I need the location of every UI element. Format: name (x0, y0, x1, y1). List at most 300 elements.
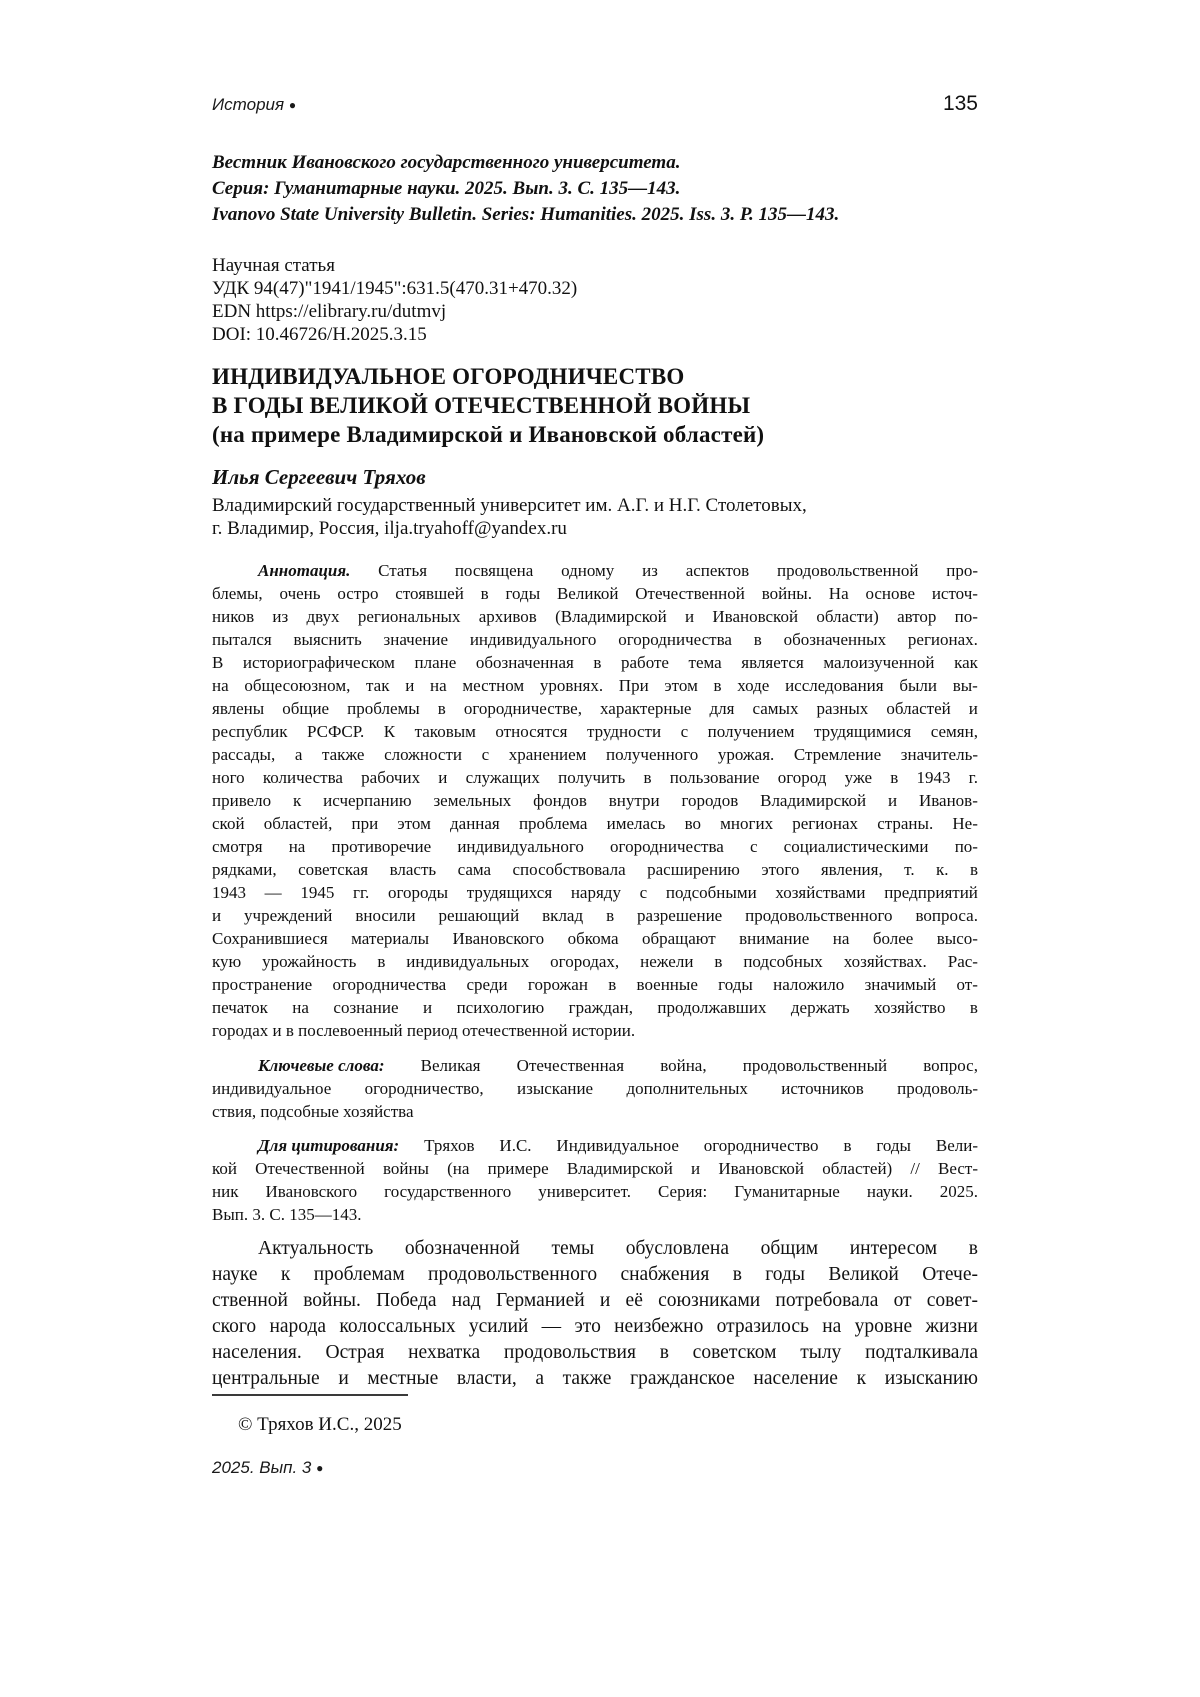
word: к (293, 791, 302, 810)
citation-paragraph (212, 1134, 978, 1226)
word: подсобными (665, 883, 757, 902)
paragraph-label: Аннотация. (258, 561, 351, 580)
word: блемы, (212, 584, 263, 603)
word: также (321, 745, 365, 764)
word: в (643, 768, 652, 787)
word: в (713, 676, 722, 695)
word: продовольствия (503, 1342, 636, 1363)
word: науке (212, 1264, 258, 1285)
word: к (856, 1368, 867, 1389)
word: регионах. (907, 630, 978, 649)
word: неизбежно (614, 1316, 704, 1337)
word: получением (707, 722, 795, 741)
word: от (893, 1290, 912, 1311)
word: автор (897, 607, 937, 626)
word: на (822, 1316, 842, 1337)
word: это (574, 1316, 601, 1337)
word: в (659, 1342, 669, 1363)
word: годы (718, 975, 753, 994)
word: войны. (761, 584, 812, 603)
word: продовольственный (742, 1056, 888, 1075)
word: учреждений (244, 906, 333, 925)
word: данная (450, 814, 500, 833)
word: К (383, 722, 396, 741)
word: государственного (384, 1182, 512, 1201)
word: в (968, 1238, 978, 1259)
word: подсобных (743, 952, 823, 971)
word: В (212, 653, 224, 672)
word: Владимирской (566, 1159, 673, 1178)
word: хозяйствах. (843, 952, 927, 971)
word: по- (954, 607, 978, 626)
word: войны (382, 1159, 429, 1178)
word: страны. (877, 814, 934, 833)
text-line: УДК 94(47)"1941/1945":631.5(470.31+470.32) (212, 278, 578, 299)
word: огород (777, 768, 827, 787)
word: к (280, 1264, 291, 1285)
word: изыскание (517, 1079, 594, 1098)
word: кую (212, 952, 242, 971)
word: примере (487, 1159, 549, 1178)
word: противоречие (331, 837, 432, 856)
header-bullet-icon: ● (288, 98, 297, 112)
word: гг. (353, 883, 370, 902)
word: продолжавших (657, 998, 767, 1017)
text-line (212, 996, 978, 1019)
word: На (828, 584, 849, 603)
word: и (212, 906, 222, 925)
word: областей, (263, 814, 333, 833)
word: Сохранившиеся (212, 929, 328, 948)
word: держать (790, 998, 850, 1017)
word: в (843, 1136, 852, 1155)
word: ходе (737, 676, 770, 695)
word: Вели- (935, 1136, 978, 1155)
word: тема (688, 653, 722, 672)
word: от- (956, 975, 978, 994)
word: рассады, (212, 745, 276, 764)
running-footer (212, 1458, 978, 1478)
word: обозначенных (783, 630, 887, 649)
text-line (212, 789, 978, 812)
word: сложности (384, 745, 463, 764)
word: обкома (567, 929, 619, 948)
word: является (741, 653, 804, 672)
word: среди (466, 975, 508, 994)
word: пытался (212, 630, 272, 649)
word: в (593, 653, 602, 672)
word: предприятий (884, 883, 978, 902)
text-line (212, 1340, 978, 1366)
word: историографическом (242, 653, 395, 672)
text-line (212, 1236, 978, 1262)
word: 2025. (939, 1182, 978, 1201)
word: как (954, 653, 978, 672)
word: продовольственного (428, 1264, 598, 1285)
word: совет- (926, 1290, 978, 1311)
word: дополнительных (626, 1079, 748, 1098)
abstract-paragraph (212, 559, 978, 1042)
word: ственной (212, 1290, 288, 1311)
word: индивидуальных (406, 952, 530, 971)
footer-issue-label: 2025. Вып. 3 (212, 1458, 312, 1477)
word: И.С. (499, 1136, 532, 1155)
text-line (212, 1180, 978, 1203)
word: подталкивала (865, 1342, 978, 1363)
word: Отечественной (255, 1159, 365, 1178)
footnote-divider (212, 1394, 408, 1396)
word: более (872, 929, 914, 948)
word: получить (558, 768, 626, 787)
body-paragraph (212, 1236, 978, 1392)
word: университет. (538, 1182, 631, 1201)
text-line (212, 582, 978, 605)
word: в (753, 630, 762, 649)
word: основе (865, 584, 915, 603)
word: с (680, 722, 689, 741)
word: в (732, 1264, 742, 1285)
word: советская (298, 860, 369, 879)
word: в (437, 699, 446, 718)
word: уровнях. (539, 676, 604, 695)
word: психологию (456, 998, 545, 1017)
word: горожан (527, 975, 588, 994)
word: на (832, 929, 850, 948)
word: гражданское (630, 1368, 735, 1389)
word: печаток (212, 998, 268, 1017)
word: социалистическими (783, 837, 929, 856)
word: рабочих (361, 768, 421, 787)
word: этого (761, 860, 800, 879)
word: смотря (212, 837, 263, 856)
word: в (890, 768, 899, 787)
article-meta (212, 254, 978, 346)
word: плане (414, 653, 457, 672)
word: Великой (556, 584, 619, 603)
word: источников (781, 1079, 864, 1098)
word: — (541, 1316, 562, 1337)
word: Великая (420, 1056, 481, 1075)
word: ник (212, 1182, 239, 1201)
word: служащих (465, 768, 540, 787)
word: к. (936, 860, 949, 879)
text-line (212, 1077, 978, 1100)
word: общим (760, 1238, 819, 1259)
word: населения. (212, 1342, 302, 1363)
text-line (212, 858, 978, 881)
text-line: г. Владимир, Россия, ilja.tryahoff@yandex.ru (212, 518, 567, 539)
word: значимый (864, 975, 937, 994)
word: Серия: (657, 1182, 708, 1201)
word: проблемам (313, 1264, 405, 1285)
word: огородничества (332, 975, 447, 994)
word: огородничестве, (463, 699, 582, 718)
word: из (272, 607, 289, 626)
word: местном (462, 676, 525, 695)
word: годы (876, 1136, 911, 1155)
word: разных (816, 699, 869, 718)
word: огородничество, (364, 1079, 484, 1098)
word: Ивановской (712, 607, 799, 626)
word: уже (844, 768, 873, 787)
word: во (684, 814, 701, 833)
word: исчерпанию (323, 791, 412, 810)
word: остро (337, 584, 379, 603)
word: хозяйство (874, 998, 946, 1017)
text-line (212, 1288, 978, 1314)
word: Отечественная (516, 1056, 625, 1075)
word: Не- (952, 814, 978, 833)
word: общесоюзном, (244, 676, 351, 695)
word: усилий (468, 1316, 529, 1337)
word: и (968, 699, 978, 718)
word: материалы (351, 929, 430, 948)
word: про- (946, 561, 978, 580)
word: с (481, 745, 490, 764)
word: Острая (325, 1342, 385, 1363)
word: в (969, 998, 978, 1017)
word: наряду (570, 883, 621, 902)
word: земельных (433, 791, 512, 810)
word: трудящимися (814, 722, 912, 741)
word: работе (621, 653, 669, 672)
text-line (212, 628, 978, 651)
word: сама (457, 860, 492, 879)
word: Актуальность (258, 1238, 374, 1259)
word: войны. (303, 1290, 361, 1311)
word: интересом (849, 1238, 938, 1259)
word: так (366, 676, 390, 695)
word: значение (383, 630, 449, 649)
author-name: Илья Сергеевич Тряхов (212, 465, 426, 489)
word: продоволь- (897, 1079, 978, 1098)
word: власти, (456, 1368, 517, 1389)
word: республик (212, 722, 288, 741)
page-number: 135 (942, 92, 978, 115)
word: характерные (600, 699, 692, 718)
author-affiliation (212, 494, 978, 540)
word: Ивановского (452, 929, 545, 948)
text-line: (на примере Владимирской и Ивановской областей) (212, 422, 765, 447)
text-line (212, 697, 978, 720)
word: Ивановской (718, 1159, 805, 1178)
word: вклад (542, 906, 584, 925)
word: обозначенной (404, 1238, 520, 1259)
word: население (753, 1368, 838, 1389)
text-line (212, 1054, 978, 1077)
text-line (212, 1262, 978, 1288)
word: количества (262, 768, 343, 787)
word: Победа (376, 1290, 437, 1311)
word: с (749, 837, 758, 856)
word: значитель- (900, 745, 978, 764)
word: Отечественной (635, 584, 745, 603)
text-line (212, 720, 978, 743)
word: нехватка (408, 1342, 481, 1363)
text-line: В ГОДЫ ВЕЛИКОЙ ОТЕЧЕСТВЕННОЙ ВОЙНЫ (212, 393, 751, 418)
text-line: Вестник Ивановского государственного университета. (212, 152, 681, 173)
word: явлены (212, 699, 265, 718)
word: (Владимирской (555, 607, 667, 626)
word: науки. (866, 1182, 913, 1201)
word: обозначенная (475, 653, 574, 672)
text-line: EDN https://elibrary.ru/dutmvj (212, 301, 447, 322)
word: народа (269, 1316, 327, 1337)
word: отразилось (716, 1316, 809, 1337)
word: Вест- (938, 1159, 978, 1178)
text-line (212, 1366, 978, 1392)
word: привело (212, 791, 272, 810)
word: этом (664, 676, 698, 695)
word: и (438, 768, 448, 787)
word: уровне (854, 1316, 913, 1337)
word: трудности (586, 722, 662, 741)
word: её (625, 1290, 643, 1311)
word: огородничество (703, 1136, 819, 1155)
word: трудящихся (466, 883, 553, 902)
word: в (608, 975, 617, 994)
text-line (212, 1134, 978, 1157)
text-line (212, 1157, 978, 1180)
word: граждан, (568, 998, 633, 1017)
word: решающий (438, 906, 520, 925)
word: двух (306, 607, 340, 626)
word: а (294, 745, 303, 764)
text-line: Владимирский государственный университет им. А.Г. и Н.Г. Столетовых, (212, 495, 807, 516)
word: Отече- (922, 1264, 978, 1285)
word: урожайность (262, 952, 357, 971)
word: огороды (387, 883, 449, 902)
word: областей) (822, 1159, 893, 1178)
word: хозяйствами (775, 883, 866, 902)
text-line (212, 605, 978, 628)
word: городов (681, 791, 739, 810)
text-line (212, 812, 978, 835)
word: 1945 (300, 883, 335, 902)
word: многих (720, 814, 774, 833)
word: стоявшей (395, 584, 464, 603)
word: в (480, 584, 489, 603)
word: и (685, 607, 695, 626)
text-line (212, 743, 978, 766)
word: жизни (925, 1316, 978, 1337)
word: обращают (641, 929, 716, 948)
word: в (714, 952, 723, 971)
word: советском (692, 1342, 777, 1363)
text-line: ИНДИВИДУАЛЬНОЕ ОГОРОДНИЧЕСТВО (212, 364, 685, 389)
word: на (288, 837, 306, 856)
paragraph-label: Для цитирования: (258, 1136, 400, 1155)
text-line: ствия, подсобные хозяйства (212, 1102, 414, 1121)
text-line: Научная статья (212, 255, 335, 276)
word: Гуманитарные (734, 1182, 840, 1201)
word: в (377, 952, 386, 971)
word: высо- (936, 929, 978, 948)
word: годы (765, 1264, 806, 1285)
word: семян, (930, 722, 978, 741)
word: расширению (647, 860, 740, 879)
word: были (899, 676, 937, 695)
word: ского (212, 1316, 257, 1337)
word: и (887, 791, 898, 810)
word: и (405, 676, 415, 695)
word: малоизученной (823, 653, 935, 672)
word: регионах (792, 814, 859, 833)
word: в (606, 906, 615, 925)
word: относятся (495, 722, 568, 741)
word: нежели (640, 952, 694, 971)
word: фондов (533, 791, 587, 810)
text-line: Вып. 3. С. 135—143. (212, 1205, 362, 1224)
word: выяснить (293, 630, 362, 649)
word: годы (505, 584, 541, 603)
word: ников (212, 607, 255, 626)
word: продовольственной (777, 561, 919, 580)
word: власть (389, 860, 437, 879)
word: // (910, 1159, 920, 1178)
word: посвящена (454, 561, 534, 580)
word: пользование (669, 768, 760, 787)
word: и (338, 1368, 349, 1389)
text-line (212, 651, 978, 674)
text-line: Серия: Гуманитарные науки. 2025. Вып. 3. С. 135—143. (212, 178, 681, 199)
word: источ- (931, 584, 978, 603)
copyright-line: © Тряхов И.С., 2025 (238, 1414, 402, 1435)
word: Тряхов (424, 1136, 475, 1155)
word: хранением (508, 745, 587, 764)
word: проблема (518, 814, 588, 833)
text-line (212, 674, 978, 697)
word: разрешение (637, 906, 723, 925)
section-label: История (212, 95, 285, 114)
word: наложило (773, 975, 845, 994)
word: вносили (355, 906, 416, 925)
word: местные (367, 1368, 439, 1389)
word: кой (212, 1159, 237, 1178)
text-line (212, 881, 978, 904)
word: союзниками (658, 1290, 761, 1311)
word: областей (886, 699, 951, 718)
word: имелась (606, 814, 666, 833)
word: снабжения (620, 1264, 710, 1285)
paragraph-label: Ключевые слова: (258, 1056, 385, 1075)
word: обусловлена (625, 1238, 729, 1259)
word: Германией (495, 1290, 585, 1311)
text-line (212, 927, 978, 950)
word: пространение (212, 975, 313, 994)
word: ного (212, 768, 245, 787)
text-line (212, 973, 978, 996)
word: т. (904, 860, 915, 879)
word: и (599, 1290, 611, 1311)
running-header (212, 92, 978, 116)
text-line (212, 1314, 978, 1340)
text-line: DOI: 10.46726/H.2025.3.15 (212, 324, 427, 345)
word: г. (968, 768, 978, 787)
footer-bullet-icon: ● (316, 1461, 324, 1475)
word: на (292, 998, 309, 1017)
word: внимание (739, 929, 810, 948)
word: индивидуального (457, 837, 584, 856)
text-line (212, 766, 978, 789)
word: Стремление (793, 745, 882, 764)
word: РСФСР. (306, 722, 365, 741)
word: (на (447, 1159, 470, 1178)
word: и (423, 998, 433, 1017)
word: для (709, 699, 735, 718)
word: рядками, (212, 860, 277, 879)
word: из (642, 561, 658, 580)
